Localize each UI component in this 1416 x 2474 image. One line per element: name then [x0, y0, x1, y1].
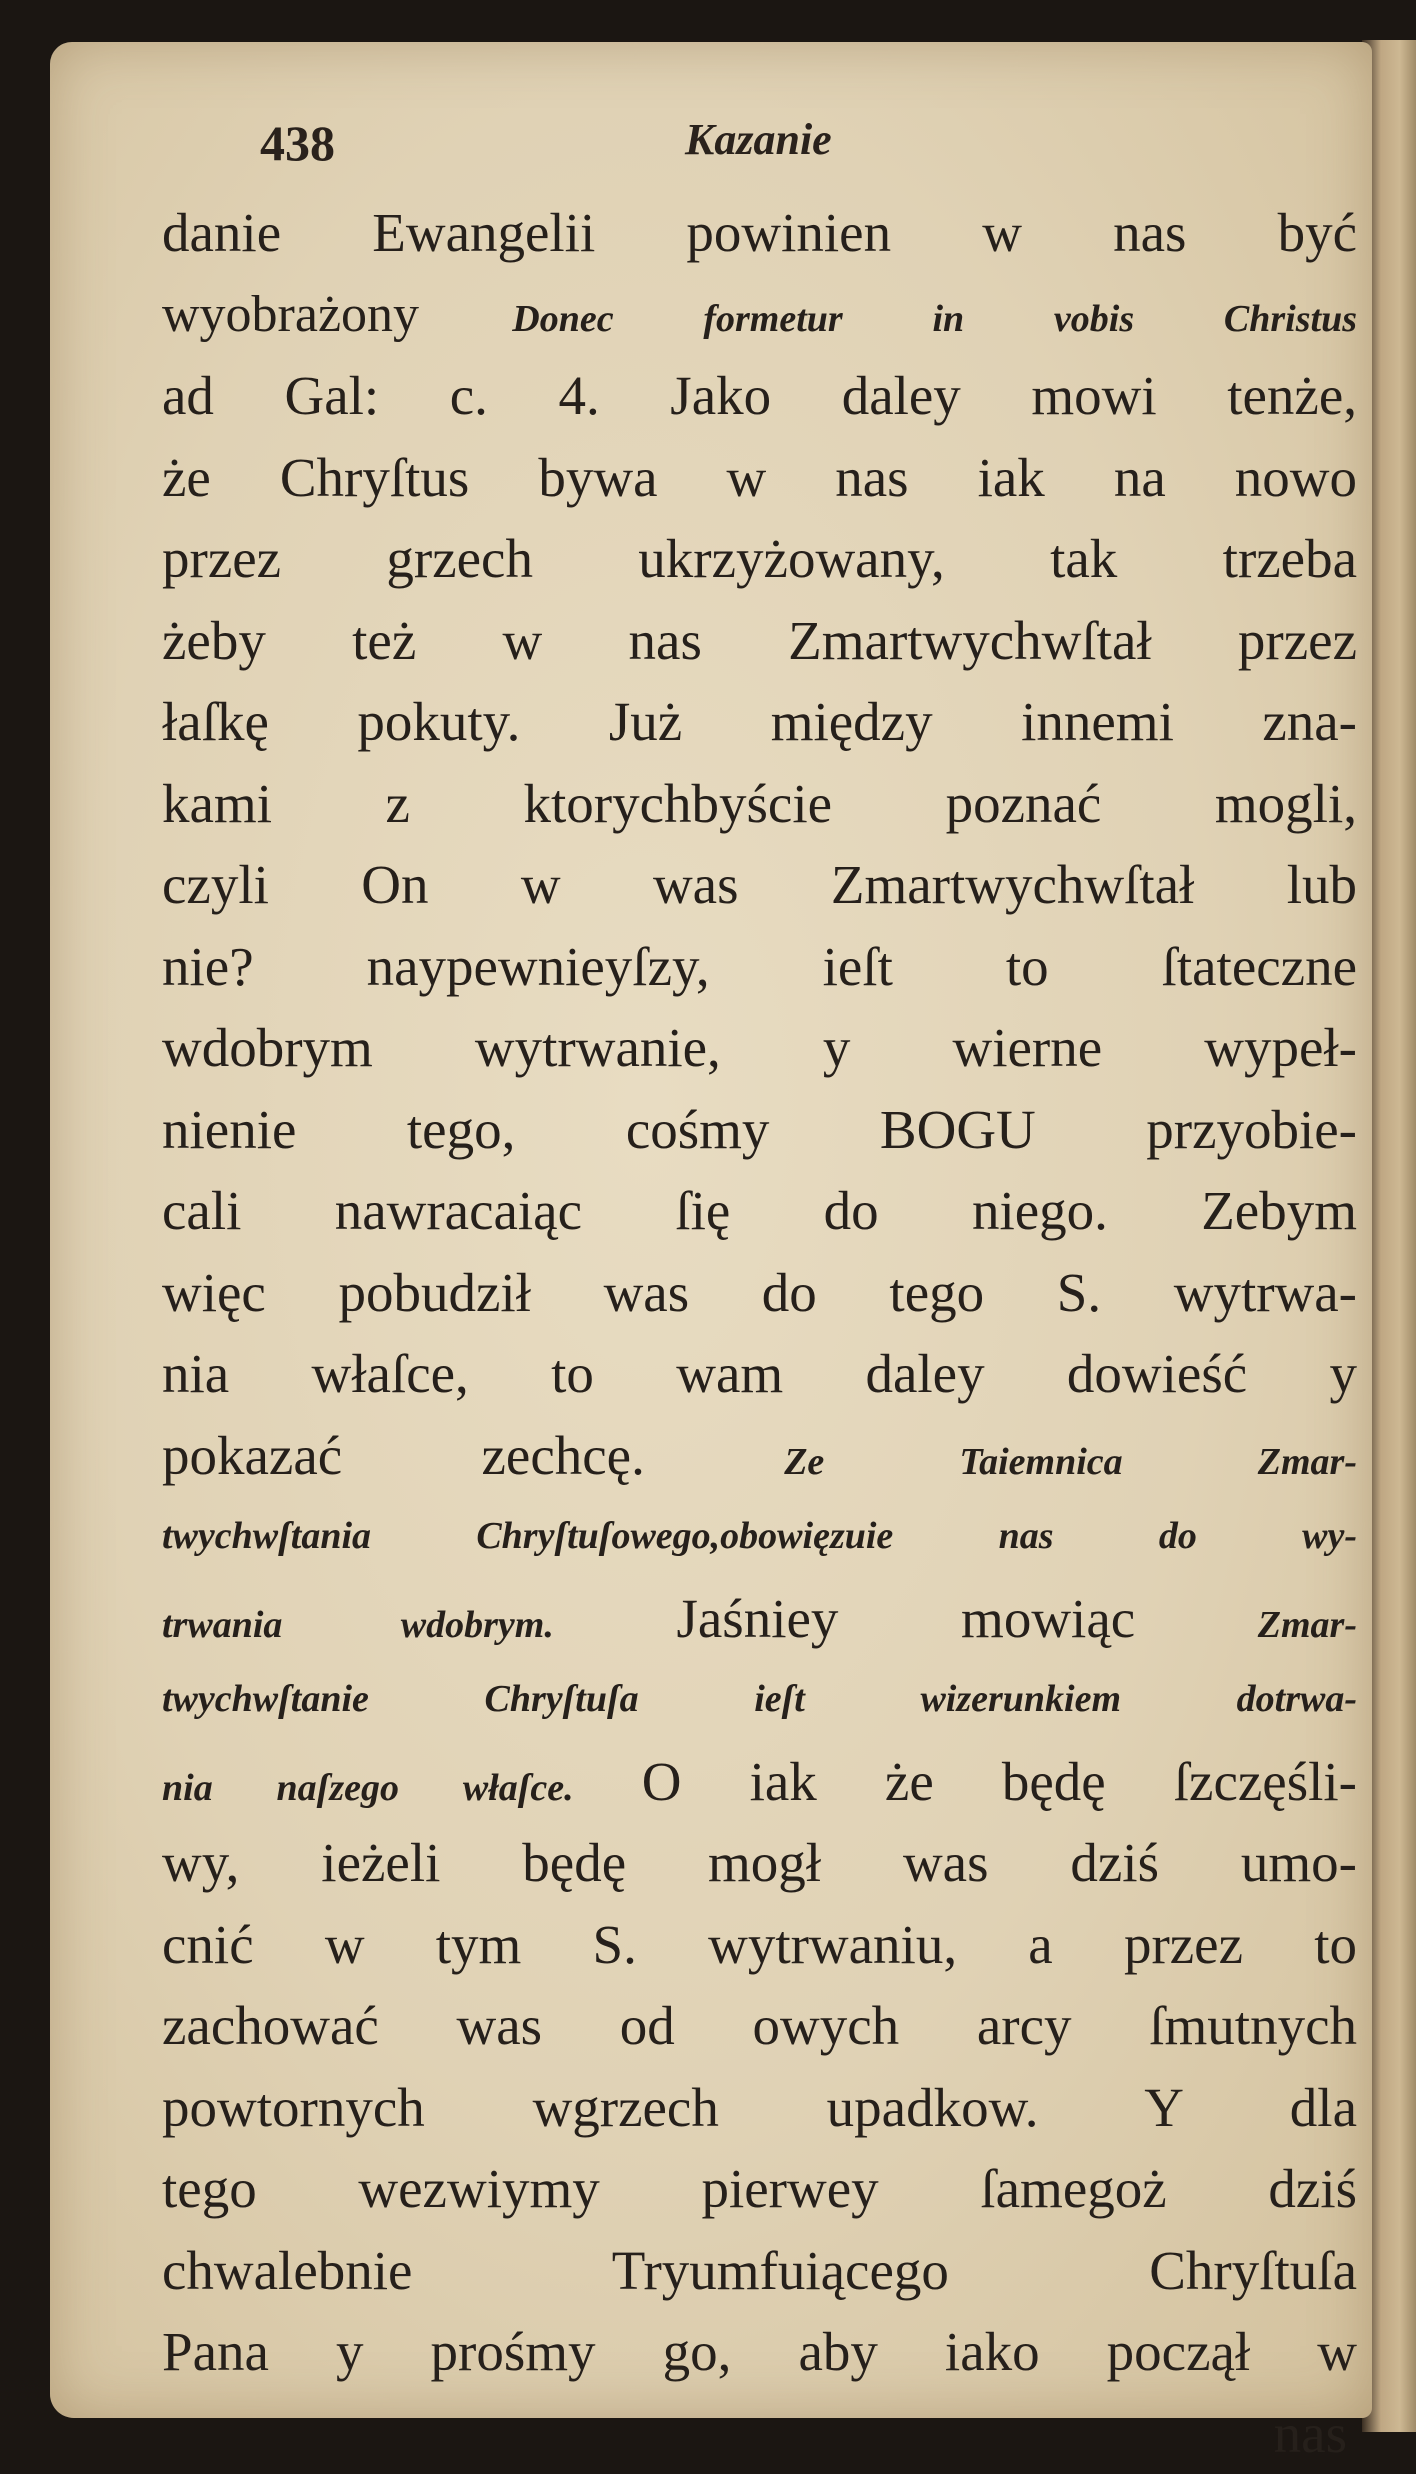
- text-line: cali nawracaiąc ſię do niego. Zebym: [162, 1170, 1357, 1252]
- book-page: [50, 42, 1372, 2418]
- text-line: cnić w tym S. wytrwaniu, a przez to: [162, 1904, 1357, 1986]
- text-line: nia naſzego właſce. O iak że będę ſzczęśli-: [162, 1741, 1357, 1823]
- text-line: czyli On w was Zmartwychwſtał lub: [162, 844, 1357, 926]
- text-line: wy, ieżeli będę mogł was dziś umo-: [162, 1822, 1357, 1904]
- text-line: danie Ewangelii powinien w nas być: [162, 192, 1357, 274]
- text-line: nie? naypewnieyſzy, ieſt to ſtateczne: [162, 926, 1357, 1008]
- text-line: łaſkę pokuty. Już między innemi zna-: [162, 681, 1357, 763]
- text-line: żeby też w nas Zmartwychwſtał przez: [162, 600, 1357, 682]
- text-line-italic: twychwſtanie Chryſtuſa ieſt wizerunkiem dotrwa-: [162, 1659, 1357, 1741]
- text-line: przez grzech ukrzyżowany, tak trzeba: [162, 518, 1357, 600]
- catchword: nas: [162, 2393, 1357, 2474]
- text-line: tego wezwiymy pierwey ſamegoż dziś: [162, 2148, 1357, 2230]
- text-line: pokazać zechcę. Ze Taiemnica Zmar-: [162, 1415, 1357, 1497]
- running-head: Kazanie: [685, 114, 832, 165]
- body-text: [162, 192, 1357, 2474]
- text-line: kami z ktorychbyście poznać mogli,: [162, 763, 1357, 845]
- text-line: że Chryſtus bywa w nas iak na nowo: [162, 437, 1357, 519]
- text-line: nia właſce, to wam daley dowieść y: [162, 1333, 1357, 1415]
- text-line: powtornych wgrzech upadkow. Y dla: [162, 2067, 1357, 2149]
- text-line: wdobrym wytrwanie, y wierne wypeł-: [162, 1007, 1357, 1089]
- text-line: chwalebnie Tryumfuiącego Chryſtuſa: [162, 2230, 1357, 2312]
- text-line: trwania wdobrym. Jaśniey mowiąc Zmar-: [162, 1578, 1357, 1660]
- page-number: 438: [260, 114, 335, 172]
- text-line: Pana y prośmy go, aby iako począł w: [162, 2311, 1357, 2393]
- text-line: wyobrażony Donec formetur in vobis Christus: [162, 274, 1357, 356]
- text-line: więc pobudził was do tego S. wytrwa-: [162, 1252, 1357, 1334]
- text-line: nienie tego, cośmy BOGU przyobie-: [162, 1089, 1357, 1171]
- text-line-italic: twychwſtania Chryſtuſowego,obowięzuie nas do wy-: [162, 1496, 1357, 1578]
- page-header: [50, 42, 1372, 192]
- text-line: zachować was od owych arcy ſmutnych: [162, 1985, 1357, 2067]
- text-line: ad Gal: c. 4. Jako daley mowi tenże,: [162, 355, 1357, 437]
